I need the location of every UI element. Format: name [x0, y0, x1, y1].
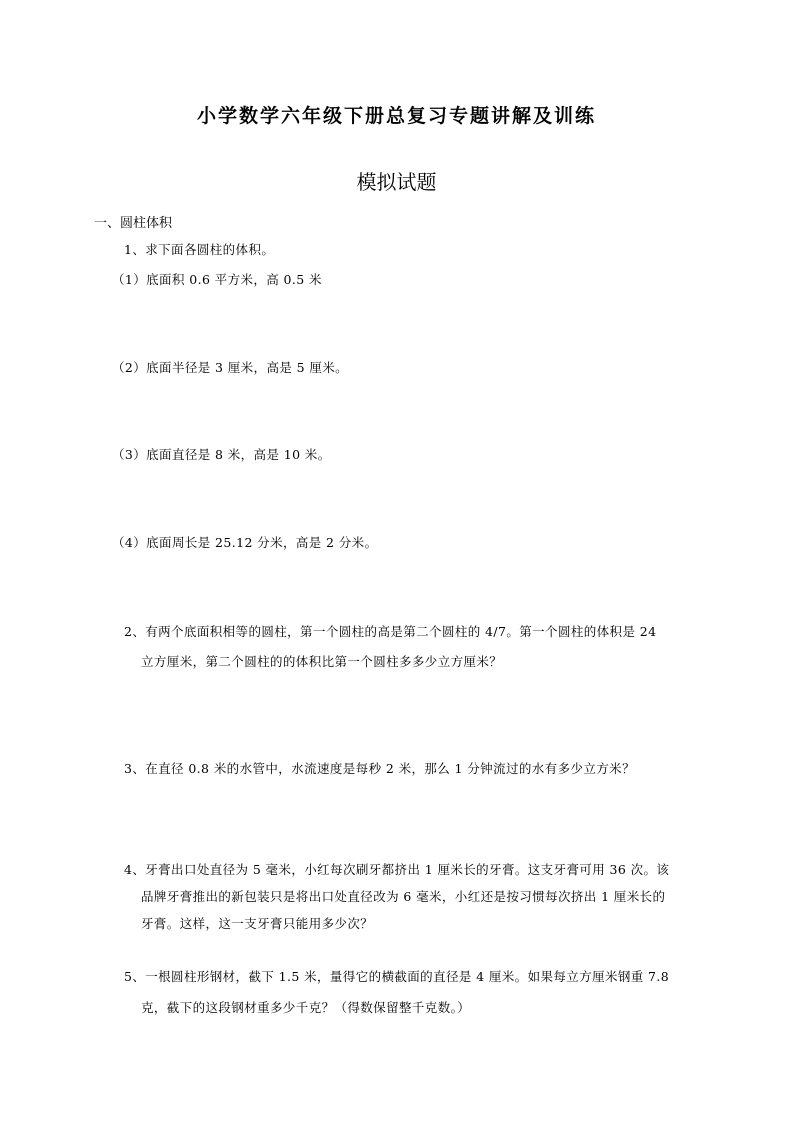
question-2-line-2: 立方厘米，第二个圆柱的的体积比第一个圆柱多多少立方厘米？: [141, 654, 503, 669]
question-5-line-1: 5、一根圆柱形钢材，截下 1.5 米，量得它的横截面的直径是 4 厘米。如果每立方厘米钢重 7.8: [124, 969, 670, 984]
section-heading: 一、圆柱体积: [94, 216, 173, 231]
question-3-line-1: 3、在直径 0.8 米的水管中，水流速度是每秒 2 米，那么 1 分钟流过的水有多少立方米？: [124, 761, 635, 776]
document-subtitle: 模拟试题: [356, 170, 437, 194]
question-1-part-3: （3）底面直径是 8 米，高是 10 米。: [112, 447, 331, 462]
question-1-stem: 1、求下面各圆柱的体积。: [124, 242, 275, 257]
question-4-line-3: 牙膏。这样，这一支牙膏只能用多少次？: [141, 916, 374, 931]
question-4-line-2: 品牌牙膏推出的新包装只是将出口处直径改为 6 毫米，小红还是按习惯每次挤出 1 厘米长的: [141, 889, 666, 904]
question-2-line-1: 2、有两个底面积相等的圆柱，第一个圆柱的高是第二个圆柱的 4/7。第一个圆柱的体积是 24: [124, 624, 657, 639]
question-5-line-2: 克，截下的这段钢材重多少千克？（得数保留整千克数。）: [141, 1000, 471, 1015]
question-1-part-4: （4）底面周长是 25.12 分米，高是 2 分米。: [112, 535, 378, 550]
question-1-part-2: （2）底面半径是 3 厘米，高是 5 厘米。: [112, 360, 349, 375]
question-4-line-1: 4、牙膏出口处直径为 5 毫米，小红每次刷牙都挤出 1 厘米长的牙膏。这支牙膏可用 36 次。该: [124, 862, 670, 877]
question-1-part-1: （1）底面积 0.6 平方米，高 0.5 米: [112, 272, 322, 287]
document-title: 小学数学六年级下册总复习专题讲解及训练: [196, 105, 596, 127]
